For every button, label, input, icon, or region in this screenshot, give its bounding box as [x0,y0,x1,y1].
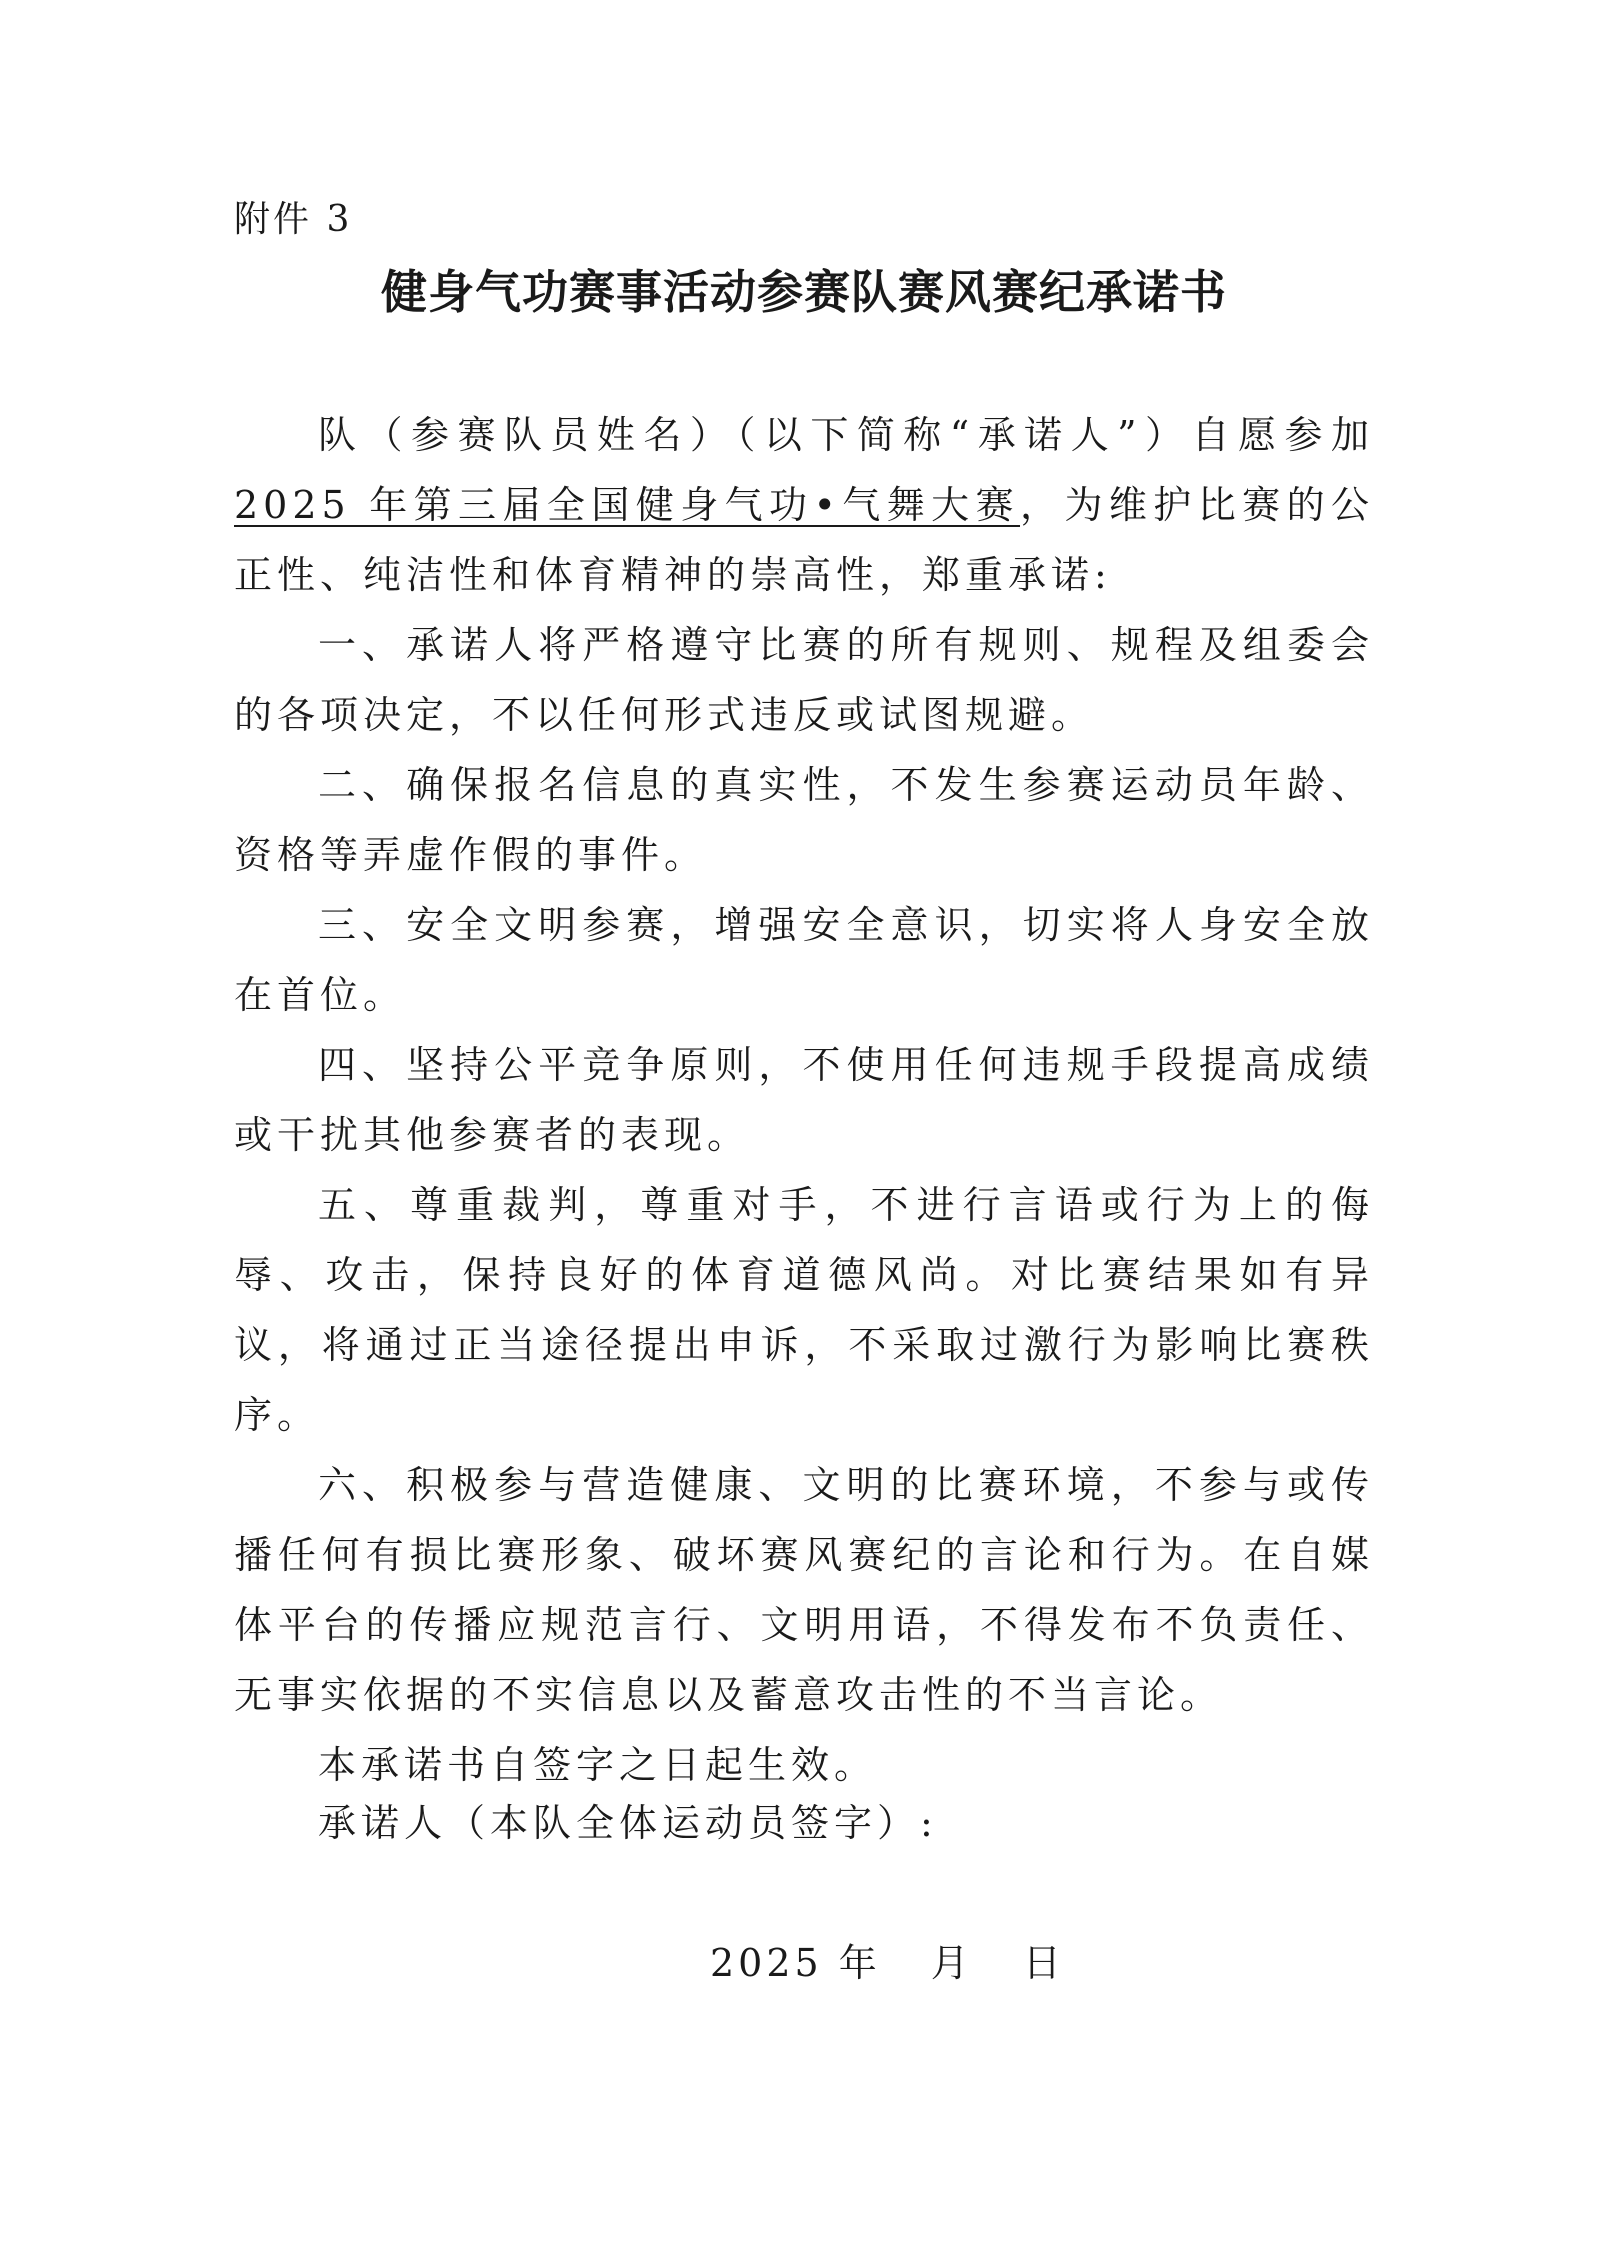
event-name: 2025 年第三届全国健身气功•气舞大赛 [234,483,1021,527]
date-month: 月 [930,1941,973,1985]
intro-paragraph [234,400,1374,610]
clause-4: 四、坚持公平竞争原则，不使用任何违规手段提高成绩或干扰其他参赛者的表现。 [234,1043,1374,1157]
clause-2: 二、确保报名信息的真实性，不发生参赛运动员年龄、资格等弄虚作假的事件。 [234,763,1374,877]
intro-tail: ，为维护比赛的公正性、纯洁性和体育精神的崇高性，郑重承诺: [234,483,1374,597]
date-day: 日 [1022,1941,1065,1985]
signature-label: 承诺人（本队全体运动员签字）: [318,1801,938,1845]
date-year: 2025 年 [710,1941,881,1985]
effective-statement: 本承诺书自签字之日起生效。 [318,1743,878,1787]
document-title: 健身气功赛事活动参赛队赛风赛纪承诺书 [381,265,1227,319]
clause-5: 五、尊重裁判，尊重对手，不进行言语或行为上的侮辱、攻击，保持良好的体育道德风尚。对比赛结果如有异议，将通过正当途径提出申诉，不采取过激行为影响比赛秩序。 [234,1183,1374,1437]
document-body [234,400,1374,1800]
intro-lead: 队（参赛队员姓名）（以下简称“承诺人”）自愿参加 [318,413,1374,457]
clause-1: 一、承诺人将严格遵守比赛的所有规则、规程及组委会的各项决定，不以任何形式违反或试图规避。 [234,623,1374,737]
clause-3: 三、安全文明参赛，增强安全意识，切实将人身安全放在首位。 [234,903,1374,1017]
date-line [710,1935,1065,1991]
clause-6: 六、积极参与营造健康、文明的比赛环境，不参与或传播任何有损比赛形象、破坏赛风赛纪的言论和行为。在自媒体平台的传播应规范言行、文明用语，不得发布不负责任、无事实依据的不实信息以及蓄意攻击性的不当言论。 [234,1463,1374,1717]
attachment-label: 附件 3 [234,199,353,240]
